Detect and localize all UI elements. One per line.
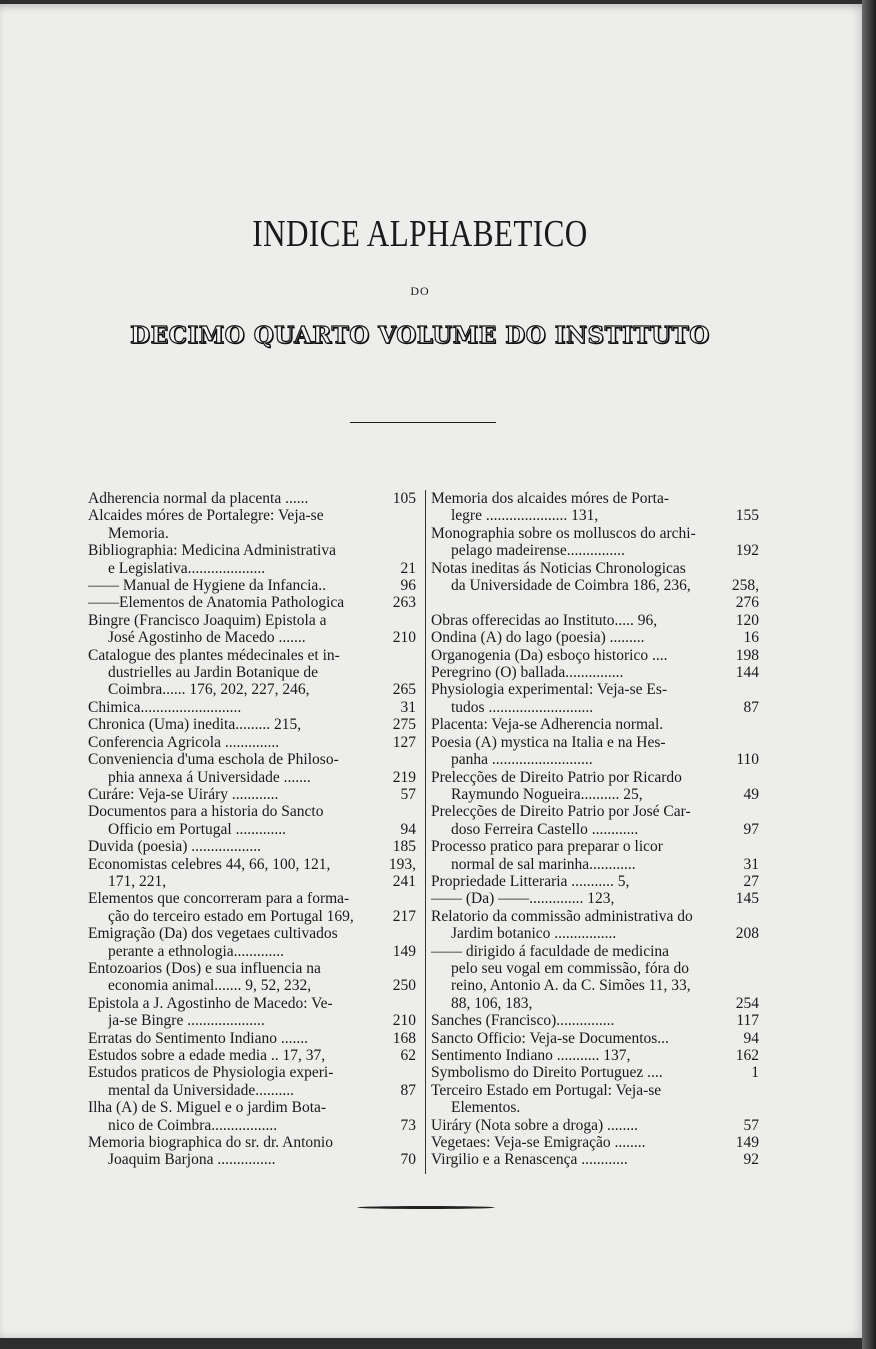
entry-page-number: 198	[735, 646, 759, 664]
index-entry-line	[431, 1012, 759, 1029]
entry-text: Memoria.	[108, 524, 169, 542]
index-entry-line	[431, 594, 759, 611]
entry-text: da Universidade de Coimbra 186, 236,	[451, 577, 691, 595]
entry-text: Duvida (poesia) ..................	[88, 838, 262, 856]
entry-page-number: 87	[400, 1081, 416, 1099]
index-entry-line	[88, 908, 416, 925]
index-entry-line	[88, 629, 416, 646]
index-entry-line	[88, 821, 416, 838]
entry-text: Emigração (Da) dos vegetaes cultivados	[88, 925, 338, 943]
entry-text: Documentos para a historia do Sancto	[88, 803, 324, 821]
entry-page-number: 105	[392, 490, 416, 507]
index-entry-line	[88, 1082, 416, 1099]
entry-text: —— Manual de Hygiene da Infancia..	[88, 577, 327, 595]
index-entry-line	[431, 664, 759, 681]
index-entry-line	[88, 751, 416, 768]
entry-text: pelago madeirense...............	[451, 542, 625, 560]
index-entry-line	[88, 1047, 416, 1064]
entry-page-number: 193,	[388, 855, 416, 873]
index-entry-line	[431, 1151, 759, 1168]
bottom-ornament-rule	[357, 1206, 495, 1209]
entry-text: Monographia sobre os molluscos do archi-	[431, 524, 696, 542]
index-entry-line	[431, 681, 759, 698]
entry-text: mental da Universidade..........	[108, 1081, 294, 1099]
entry-page-number: 70	[400, 1151, 416, 1169]
entry-text: Estudos praticos de Physiologia experi-	[88, 1064, 334, 1082]
entry-text: Notas ineditas ás Noticias Chronologicas	[431, 559, 686, 577]
index-entry-line	[88, 525, 416, 542]
index-entry-line	[431, 977, 759, 994]
entry-text: ção do terceiro estado em Portugal 169,	[108, 907, 354, 925]
index-entry-line	[431, 716, 759, 733]
entry-page-number: 258,	[731, 577, 759, 595]
entry-page-number: 217	[392, 907, 416, 925]
entry-page-number: 185	[392, 838, 416, 856]
entry-page-number: 87	[743, 698, 759, 716]
entry-text: Economistas celebres 44, 66, 100, 121,	[88, 855, 331, 873]
index-entry-line	[88, 977, 416, 994]
index-entry-line	[431, 490, 759, 507]
entry-page-number: 49	[743, 785, 759, 803]
index-entry-line	[431, 1047, 759, 1064]
index-entry-line	[88, 769, 416, 786]
entry-text: Elementos.	[451, 1099, 521, 1117]
index-entry-line	[431, 838, 759, 855]
index-entry-line	[431, 803, 759, 820]
index-column-left	[88, 490, 416, 1169]
index-entry-line	[431, 542, 759, 559]
index-entry-line	[431, 943, 759, 960]
index-entry-line	[431, 769, 759, 786]
title-connector: DO	[410, 284, 430, 298]
index-entry-line	[431, 1117, 759, 1134]
entry-page-number: 62	[400, 1047, 416, 1064]
entry-text: Ondina (A) do lago (poesia) .........	[431, 629, 645, 647]
page-title: INDICE ALPHABETICO	[252, 213, 588, 255]
column-divider	[425, 490, 426, 1174]
entry-page-number: 73	[400, 1116, 416, 1134]
entry-text: Sancto Officio: Veja-se Documentos...	[431, 1029, 669, 1047]
index-entry-line	[431, 560, 759, 577]
entry-text: Placenta: Veja-se Adherencia normal.	[431, 716, 664, 734]
index-entry-line	[431, 751, 759, 768]
entry-text: nico de Coimbra.................	[108, 1116, 278, 1134]
entry-text: Chronica (Uma) inedita......... 215,	[88, 716, 302, 734]
index-entry-line	[88, 995, 416, 1012]
entry-text: tudos ...........................	[451, 698, 594, 716]
entry-page-number: 92	[743, 1151, 759, 1169]
index-entry-line	[88, 1117, 416, 1134]
entry-page-number: 145	[735, 890, 759, 908]
entry-page-number: 16	[743, 629, 759, 647]
entry-text: Adherencia normal da placenta ......	[88, 490, 309, 507]
entry-page-number: 162	[735, 1047, 759, 1064]
entry-text: Sanches (Francisco)...............	[431, 1012, 615, 1030]
entry-text: Poesia (A) mystica na Italia e na Hes-	[431, 733, 666, 751]
entry-text: perante a ethnologia.............	[108, 942, 285, 960]
entry-text: reino, Antonio A. da C. Simões 11, 33,	[451, 977, 691, 995]
entry-text: Uiráry (Nota sobre a droga) ........	[431, 1116, 639, 1134]
entry-page-number: 219	[392, 768, 416, 786]
index-entry-line	[431, 1082, 759, 1099]
entry-text: doso Ferreira Castello ............	[451, 820, 639, 838]
entry-text: Sentimento Indiano ........... 137,	[431, 1047, 631, 1064]
index-entry-line	[88, 681, 416, 698]
index-entry-line	[88, 1064, 416, 1081]
entry-text: ——Elementos de Anatomia Pathologica	[88, 594, 345, 612]
index-entry-line	[431, 647, 759, 664]
index-entry-line	[88, 1151, 416, 1168]
index-entry-line	[431, 525, 759, 542]
entry-text: Alcaides móres de Portalegre: Veja-se	[88, 507, 324, 525]
index-entry-line	[431, 908, 759, 925]
entry-text: legre ..................... 131,	[451, 507, 599, 525]
volume-subtitle: DECIMO QUARTO VOLUME DO INSTITUTO	[130, 322, 710, 349]
entry-text: José Agostinho de Macedo .......	[108, 629, 306, 647]
entry-text: Chimica..........................	[88, 698, 242, 716]
index-entry-line	[88, 594, 416, 611]
index-entry-line	[431, 856, 759, 873]
index-entry-line	[88, 716, 416, 733]
index-entry-line	[88, 1012, 416, 1029]
entry-text: Conveniencia d'uma eschola de Philoso-	[88, 751, 339, 769]
entry-text: Bingre (Francisco Joaquim) Epistola a	[88, 611, 327, 629]
index-entry-line	[431, 873, 759, 890]
entry-text: Catalogue des plantes médecinales et in-	[88, 646, 340, 664]
entry-page-number: 117	[736, 1012, 759, 1030]
entry-text: Memoria dos alcaides móres de Porta-	[431, 490, 670, 507]
entry-text: —— (Da) ——.............. 123,	[431, 890, 615, 908]
entry-text: Ilha (A) de S. Miguel e o jardim Bota-	[88, 1099, 327, 1117]
index-entry-line	[431, 995, 759, 1012]
index-entry-line	[431, 821, 759, 838]
index-column-right	[431, 490, 759, 1169]
index-entry-line	[88, 699, 416, 716]
index-entry-line	[88, 664, 416, 681]
entry-page-number: 31	[743, 855, 759, 873]
entry-page-number: 210	[392, 629, 416, 647]
entry-page-number: 57	[743, 1116, 759, 1134]
entry-page-number: 110	[736, 751, 759, 769]
entry-page-number: 276	[735, 594, 759, 612]
index-entry-line	[431, 699, 759, 716]
index-entry-line	[88, 856, 416, 873]
entry-page-number: 192	[735, 542, 759, 560]
index-entry-line	[431, 786, 759, 803]
entry-text: Joaquim Barjona ...............	[108, 1151, 276, 1169]
index-entry-line	[88, 943, 416, 960]
entry-text: Elementos que concorreram para a forma-	[88, 890, 350, 908]
index-entry-line	[88, 960, 416, 977]
index-entry-line	[88, 890, 416, 907]
entry-text: Vegetaes: Veja-se Emigração ........	[431, 1134, 646, 1152]
entry-page-number: 96	[400, 577, 416, 595]
entry-text: Prelecções de Direito Patrio por José Car-	[431, 803, 691, 821]
entry-text: Prelecções de Direito Patrio por Ricardo	[431, 768, 682, 786]
index-entry-line	[88, 612, 416, 629]
entry-text: Symbolismo do Direito Portuguez ....	[431, 1064, 663, 1082]
entry-text: Raymundo Nogueira.......... 25,	[451, 785, 643, 803]
entry-text: phia annexa á Universidade .......	[108, 768, 311, 786]
entry-page-number: 265	[392, 681, 416, 699]
entry-text: Epistola a J. Agostinho de Macedo: Ve-	[88, 994, 333, 1012]
entry-text: Organogenia (Da) esboço historico ....	[431, 646, 668, 664]
entry-page-number: 21	[400, 559, 416, 577]
entry-text: economia animal....... 9, 52, 232,	[108, 977, 312, 995]
entry-page-number: 149	[735, 1134, 759, 1152]
index-entry-line	[88, 803, 416, 820]
entry-page-number: 149	[392, 942, 416, 960]
index-entry-line	[431, 1134, 759, 1151]
entry-page-number: 275	[392, 716, 416, 734]
entry-text: panha ..........................	[451, 751, 593, 769]
entry-page-number: 94	[743, 1029, 759, 1047]
entry-page-number: 127	[392, 733, 416, 751]
index-entry-line	[431, 577, 759, 594]
entry-text: Bibliographia: Medicina Administrativa	[88, 542, 336, 560]
entry-text: Obras offerecidas ao Instituto..... 96,	[431, 611, 658, 629]
entry-page-number: 57	[400, 785, 416, 803]
entry-text: normal de sal marinha............	[451, 855, 636, 873]
index-entry-line	[88, 1134, 416, 1151]
index-entry-line	[431, 507, 759, 524]
entry-text: Coimbra...... 176, 202, 227, 246,	[108, 681, 310, 699]
entry-page-number: 144	[735, 664, 759, 682]
index-entry-line	[431, 1064, 759, 1081]
index-entry-line	[431, 612, 759, 629]
entry-text: Virgilio e a Renascença ............	[431, 1151, 628, 1169]
index-entry-line	[88, 490, 416, 507]
index-entry-line	[88, 560, 416, 577]
entry-text: Physiologia experimental: Veja-se Es-	[431, 681, 668, 699]
index-entry-line	[88, 786, 416, 803]
index-entry-line	[88, 873, 416, 890]
index-entry-line	[431, 734, 759, 751]
entry-page-number: 210	[392, 1012, 416, 1030]
entry-text: Estudos sobre a edade media .. 17, 37,	[88, 1047, 326, 1064]
entry-page-number: 241	[392, 872, 416, 890]
index-entry-line	[431, 960, 759, 977]
entry-text: Peregrino (O) ballada...............	[431, 664, 624, 682]
index-entry-line	[88, 734, 416, 751]
index-entry-line	[88, 647, 416, 664]
entry-page-number: 31	[400, 698, 416, 716]
entry-text: Propriedade Litteraria ........... 5,	[431, 872, 630, 890]
index-entry-line	[431, 890, 759, 907]
entry-page-number: 97	[743, 820, 759, 838]
entry-text: Relatorio da commissão administrativa do	[431, 907, 693, 925]
entry-page-number: 155	[735, 507, 759, 525]
index-entry-line	[88, 925, 416, 942]
top-divider-rule	[350, 422, 496, 423]
entry-text: Conferencia Agricola ..............	[88, 733, 280, 751]
entry-text: —— dirigido á faculdade de medicina	[431, 942, 670, 960]
entry-page-number: 250	[392, 977, 416, 995]
entry-page-number: 208	[735, 925, 759, 943]
index-entry-line	[88, 838, 416, 855]
index-entry-line	[88, 507, 416, 524]
entry-page-number: 263	[392, 594, 416, 612]
index-entry-line	[88, 577, 416, 594]
entry-text: Officio em Portugal .............	[108, 820, 286, 838]
entry-text: Processo pratico para preparar o licor	[431, 838, 663, 856]
entry-text: dustrielles au Jardin Botanique de	[108, 664, 319, 682]
index-entry-line	[88, 1099, 416, 1116]
entry-text: Terceiro Estado em Portugal: Veja-se	[431, 1081, 662, 1099]
entry-text: Entozoarios (Dos) e sua influencia na	[88, 959, 321, 977]
index-entry-line	[88, 1030, 416, 1047]
index-entry-line	[88, 542, 416, 559]
entry-text: Memoria biographica do sr. dr. Antonio	[88, 1134, 333, 1152]
index-entry-line	[431, 1030, 759, 1047]
index-entry-line	[431, 1099, 759, 1116]
entry-page-number: 1	[751, 1064, 759, 1082]
entry-text: ja-se Bingre ....................	[108, 1012, 265, 1030]
entry-text: Curáre: Veja-se Uiráry ............	[88, 785, 279, 803]
index-entry-line	[431, 629, 759, 646]
entry-page-number: 94	[400, 820, 416, 838]
entry-page-number: 27	[743, 872, 759, 890]
entry-text: pelo seu vogal em commissão, fóra do	[451, 959, 690, 977]
entry-text: Erratas do Sentimento Indiano .......	[88, 1029, 308, 1047]
entry-text: Jardim botanico ................	[451, 925, 617, 943]
entry-page-number: 168	[392, 1029, 416, 1047]
entry-text: 171, 221,	[108, 872, 167, 890]
page-edge-shadow	[862, 0, 876, 1349]
entry-text: 88, 106, 183,	[451, 994, 533, 1012]
index-entry-line	[431, 925, 759, 942]
entry-page-number: 254	[735, 994, 759, 1012]
entry-text: e Legislativa....................	[108, 559, 266, 577]
entry-page-number: 120	[735, 611, 759, 629]
